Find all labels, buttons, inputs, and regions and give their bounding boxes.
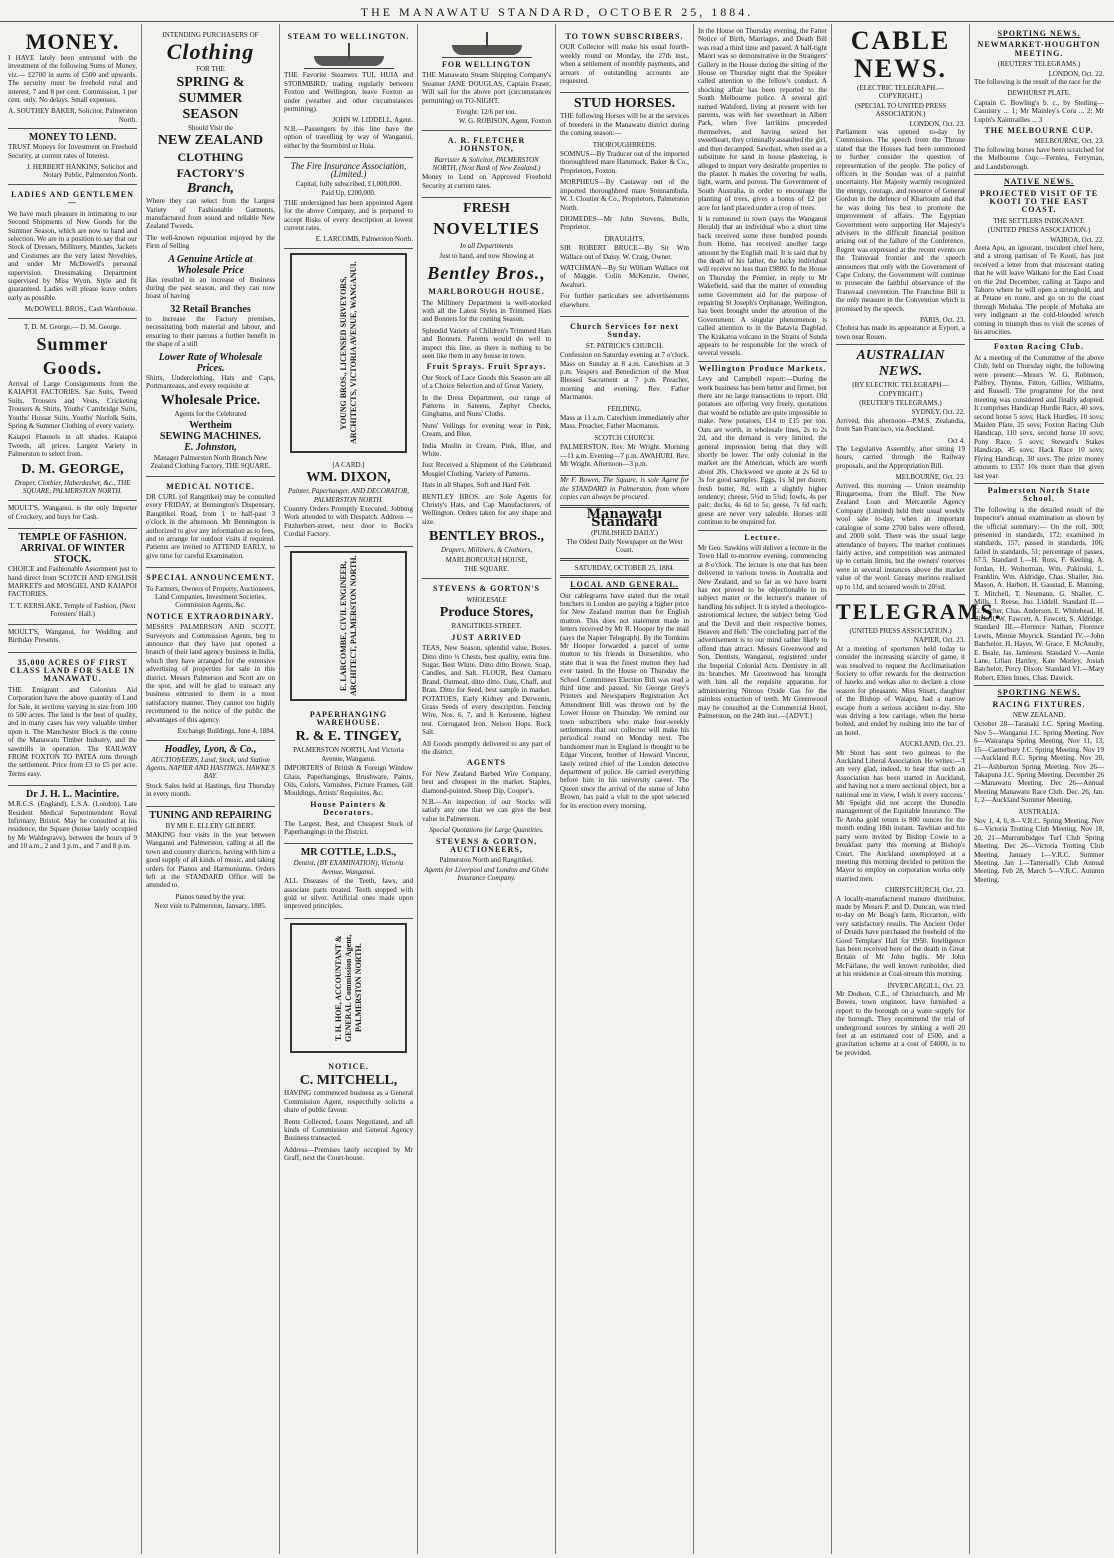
local-body: Our cablegrams have stated that the retail butchers in London are paying a higher price for New Zealand mutton than for English mutton. This does not statement made in letters received by Mr R. Hooper by the mail (says the Napier Telegraph). By the Tomkins Mr Hooper forwarded a parcel of some mutton to his friends in Dorsetshire, who state that it was the finest mutton they had ever tasted. In the House on Thursday the School Committees Election Bill was read a third time and passed. Sir George Grey's Printers and Newspapers Registration Act Amendment Bill was thrown out by the Lower House on Thursday. We remind our town subscribers who make four-weekly settlements that our collector will make his periodical round on Monday next. The handsomest man in England is thought to be Edgar Vincent, brother of Howard Vincent, lately retired chief of the London detective department of police. He carried everything before him in his university career. The Queen since the arrival of the statue of John Brown, has paid a visit to the spot selected for its erection every morning. xyxy=(560,591,689,810)
agent-note: Mr F. Bowen, The Square, is sole Agent for the STANDARD in Palmerston, from whom copies can always be procured. xyxy=(560,476,689,502)
cottle-sub: Dentist, (BY EXAMINATION), Victoria Avenue, Wanganui. xyxy=(293,859,404,876)
kooti-body: Areta Apu, an ignorant, truculent chief here, and a strong partisan of Te Kooti, has just received a letter from that miscreant stating that he will leave Waikato for the East Coast on the 2nd December, calling at Taupo and Tahoro where he will open a stronghold, and at Petane en route, and go on to the coast through Mohaka. The people of Mohaka are very indignant at the cold-blooded wretch coming in triumph thus to visit the scenes of his atrocities. xyxy=(974,243,1104,336)
money-ad xyxy=(8,27,137,129)
sewing-machines: SEWING MACHINES. xyxy=(159,430,262,442)
tingey-body: IMPORTERS of British & Foreign Window Glass, Paperhangings, Brushware, Paints, Oils, Colors, Varnishes, Picture Frames, Gilt Mouldings, Artists' Requisites, &c. xyxy=(284,764,413,798)
dress: In the Dress Department, our range of Patterns in Sateens, Zephyr Checks, Ginghams, and Nuns' Cloths. xyxy=(422,393,551,419)
sydney-dateline: SYDNEY, Oct. 22. xyxy=(911,408,965,417)
melbourne-body: Arrived, this morning — Union steamship Ringarooma, from the Bluff. The New Zealand Loan and Mercantile Agency Company (Limited) held their usual weekly wool sale to-day, when an important catalogue of some 2700 bales were offered, and 2000 sold. There was the usual large attendance of buyers. The market continues fairly active, and competition was animated up to certain limits, but the owners' reserves were in several instances above the market value of the wool. Greasy merinos realised up to 11d, and scoured wools to 20½d. xyxy=(836,481,965,591)
scotch-body: PALMERSTON. Rev. Mr Wright. Morning—11 a.m. Evening—7 p.m. AWAHURI. Rev. Mr Wright. Afternoon—3 p.m. xyxy=(560,443,689,469)
column-7 xyxy=(832,24,1003,1554)
fletcher-sub: Barrister & Solicitor, PALMERSTON NORTH, (Next Bank of New Zealand.) xyxy=(432,155,541,173)
lend-title: MONEY TO LEND. xyxy=(28,132,117,144)
money-body: I HAVE lately been entrusted with the investment of the following Sums of Money, viz.— £2700 in sums of £500 and upwards. The security must be freehold rural and interest, 7 and 8 per cent. Commission, 1 per cent. only. No delays. Small expenses. xyxy=(8,54,137,105)
sole-agents: BENTLEY BROS. are Sole Agents for Christy's Hats, and Cap Manufacturers, of Wellington. Orders taken for any shape and size. xyxy=(422,492,551,526)
macintire-ad xyxy=(8,786,137,857)
thoroughbreds: THOROUGHBREDS. xyxy=(592,140,657,149)
nb-note: N.B.—An inspection of our Stocks will satisfy any one that we can give the best value in Palmerston. xyxy=(422,798,551,823)
sporting-title: SPORTING NEWS. xyxy=(997,29,1081,38)
george-title: D. M. GEORGE, xyxy=(21,461,124,477)
veilings: Nuns' Veilings for evening wear in Pink, Cream, and Blue. xyxy=(422,421,551,439)
steam-body: THE Favorite Steamers TUI, HUIA and STORMBIRD, trading regularly between Foxton and Wellington, leave Foxton as under (weather and other circumstances permitting). xyxy=(284,71,413,114)
agents-list: For New Zealand Barbed Wire Company, best and cheapest in the market. Staples, diamond-pointed. Sheep Dip, Cooper's. xyxy=(422,769,551,795)
drapers: Drapers, Milliners, & Clothiers, xyxy=(440,546,532,555)
aus-title: AUSTRALIAN NEWS. xyxy=(856,348,945,380)
rents-address: Address—Premises lately occupied by Mr Graff, next the Court-house. xyxy=(284,1145,413,1163)
foxton-rule xyxy=(974,339,1104,340)
notice-body: MESSRS PALMERSON AND SCOTT, Surveyors and Commission Agents, beg to announce that they have just opened a branch of their land agency business in India, which they have arranged for the extensive advertising of properties for sale in this district. Messrs Palmerson and Scott are on the spot, and will be glad to transact any business entrusted to them in a most satisfactory manner. They cannot too highly recommend to the notice of the public the advantages of this agency. xyxy=(146,623,275,724)
manager: Manager Palmerston North Branch New Zealand Clothing Factory, THE SQUARE. xyxy=(150,453,271,471)
column-2 xyxy=(142,24,280,1554)
wellington-ad xyxy=(422,27,551,131)
special-sub: To Farmers, Owners of Property, Auctioneers, Land Companies, Investment Societies, Commission Agents, &c. xyxy=(146,584,275,610)
settlers: THE SETTLERS INDIGNANT. xyxy=(993,216,1085,225)
fletcher-ad xyxy=(422,131,551,198)
produce-stores: Produce Stores, xyxy=(439,605,534,621)
the-square: THE SQUARE. xyxy=(463,565,510,574)
dixon-body: Country Orders Promptly Executed. Jobbing Work attended to with Despatch. Address — Fitzherbert-street, next door to Bock's Cordial Factory. xyxy=(284,504,413,539)
christchurch-dateline: CHRISTCHURCH, Oct. 23. xyxy=(885,886,965,895)
steam-ad xyxy=(284,27,413,158)
painters: House Painters & Decorators. xyxy=(310,799,387,818)
stud-title: STUD HORSES. xyxy=(573,96,676,112)
fixtures-nz: October 28—Taranaki J.C. Spring Meeting. Nov 5—Wanganui J.C. Spring Meeting. Nov 6—Wairarapa Spring Meeting. Nov 11, 13, 15—Canterbury J.C. Spring Meeting. Nov 19—Auckland R.C. Spring Meeting. Nov 20, 21—Ashburton Spring Meeting. Nov 26—Takapuna J.C. Spring Meeting. December 26—Manawatu Meeting. Dec 26—Annual Meeting Manawatu Race Club. Dec. 26, Jan. 1, 2—Auckland Summer Meeting. xyxy=(974,720,1104,805)
marlborough: MARLBOROUGH HOUSE. xyxy=(428,287,545,297)
reputation: The well-known reputation enjoyed by the Firm of Selling xyxy=(146,233,275,251)
lecture-body: Mr Geo. Sawkins will deliver a lecture in the Town Hall to-morrow evening, commencing at 8 o'clock. The lecture is one that has been delivered in various towns in Australia and New Zealand, and so far as we have learnt has not proved to be objectionable in its subject matter or the lecturer's manner of handling his subject. It is styled a theologico-astronomical lecture, the subject being 'God and the Devil and their respective homes, Heaven and Hell.' The concluding part of the advertisement is to our mind rather likely to offend than attract. Messrs Greenwood and Son, Dentists, Wanganui, registered under the Imperial Colonial Acts. Dentistry in all its branches. Mr Greenwood has brought with him all the requisite apparatus for administering Nitrous Oxide Gas for the painless extraction of teeth. Mr Greenwood may be consulted at the Commercial Hotel, Palmerston, on the 24th inst.—[ADVT.] xyxy=(698,543,827,721)
market-body: Levy and Campbell report:—During the week business has been better and firmer, but there are no large transactions to report. Old potatoes are offering very freely, quotations that would be reliable are quite impossible to make. New potatoes, £14 to £15 per ton. Oats are worth, in wholesale lines, 2s to 2s 2d, and the demand is very limited, the general impression being that they will shortly be lower. The only colonial in the market are the American, which are worth about 20s. Chickweed we quote at 2s 6d to 3s for good samples. Eggs, 1s 3d per dozen; fresh butter, 8d, with a slightly higher tendency; cheese, 5½d to 5¾d; fowls, 4s per pair; ducks, 4s 6d to 5s; geese, 7s 6d each; geese are never very saleable. Horses still continue to be enquired for. xyxy=(698,375,827,527)
summer-body: Arrival of Large Consignments from the KAIAPOI FACTORIES. Sac Suits, Tweed Suits, Trousers and Vests, Cricketing Trousers & Shirts, Youths' Cambridge Suits, Youths' Hussar Suits, Youths' Norfolk Suits, Spring & Summer Clothing of every variety. xyxy=(8,379,137,430)
lecture-title: Lecture. xyxy=(744,532,781,542)
bentley-2: BENTLEY BROS., xyxy=(428,529,544,545)
quotations: Special Quotations for Large Quantities. xyxy=(429,826,544,835)
mosgiel: Just Received a Shipment of the Celebrated Mosgiel Clothing. Variety of Patterns. xyxy=(422,461,551,478)
aus-rule xyxy=(836,344,965,345)
auckland-dateline: AUCKLAND, Oct. 23. xyxy=(899,740,965,749)
for-the: FOR THE xyxy=(196,65,225,74)
steamer-engraving-icon xyxy=(304,43,394,69)
fire-title: The Fire Insurance Association, (Limited.) xyxy=(290,161,407,180)
cottle-title: MR COTTLE, L.D.S., xyxy=(300,847,397,859)
sydney-body: Arrived, this afternoon—P.M.S. Zealandia, from San Francisco, via Auckland. xyxy=(836,416,965,434)
showing: Just to hand, and now Showing at xyxy=(439,251,534,260)
fire-ad xyxy=(284,158,413,249)
clothing-title: Clothing xyxy=(166,39,255,65)
stevens-address: Palmerston North and Rangitikei. xyxy=(439,856,534,865)
column-4 xyxy=(418,24,556,1554)
tingey-title: R. & E. TINGEY, xyxy=(295,729,402,745)
macintire-title: Dr J. H. L. Macintire. xyxy=(26,789,119,801)
draughts: DRAUGHTS. xyxy=(604,234,645,243)
local-title: LOCAL AND GENERAL. xyxy=(570,580,679,590)
money-sig: A. SOUTHEY BAKER, Solicitor, Palmerston North. xyxy=(8,107,137,124)
bentley-ad xyxy=(422,198,551,579)
paris-dateline: PARIS, Oct. 23. xyxy=(919,315,965,324)
moult-ad xyxy=(8,501,137,529)
summer-ad xyxy=(8,319,137,502)
ship-body: THE Manawatu Steam Shipping Company's Steamer JANE DOUGLAS, Captain Fraser, Will sail for the above port (circumstances permitting) on TO-NIGHT. xyxy=(422,71,551,105)
liddell: JOHN W. LIDDELL, Agent. xyxy=(332,116,413,125)
watchman: WATCHMAN—By Sir William Wallace out of Maggie. Colin McKenzie, Owner, Awahuri. xyxy=(560,263,689,289)
agents-title: AGENTS xyxy=(467,758,506,768)
notice-2: NOTICE. xyxy=(328,1061,369,1071)
dewhurst: DEWHURST PLATE. xyxy=(1007,89,1071,98)
fixtures-title: RACING FIXTURES. xyxy=(992,699,1086,709)
cable-title: CABLE NEWS. xyxy=(850,26,951,83)
wholesale-price: Wholesale Price. xyxy=(160,393,261,409)
branch: Branch, xyxy=(186,181,235,197)
tel-rule xyxy=(836,594,965,595)
invercargill-body: Mr Dodson, C.E., of Christchurch, and Mr Bowes, town engineer, have furnished a report to the borough on a water supply for the borough. They recommend the trial of underground sources by sinking a well 20 feet at an estimated cost of £500, and a gravitation scheme at a cost of £4000, is to be provided. xyxy=(836,990,965,1057)
published-daily: (PUBLISHED DAILY.) xyxy=(591,528,658,537)
hats: Hats in all Shapes, Soft and Hard Felt. xyxy=(422,481,531,490)
rangitikei: RANGITIKEI-STREET. xyxy=(451,622,522,631)
telegrams-title: TELEGRAMS. xyxy=(836,598,1003,624)
season: SEASON xyxy=(182,106,239,122)
napier-body: At a meeting of sportsmen held today to consider the increasing scarcity of game, it was resolved to request the Acclimatisation Society to offer rewards for the destruction of hawks and wekas also to declare a close season for pheasants. Miss Stuart, daughter of the Bishop of Waiapu, had a narrow escape from a serious accident to-day. She was driving a low carriage, when the horse bolted, and ended by rushing into the bar of an hotel. xyxy=(836,644,965,737)
goods-note: All Goods promptly delivered to any part of the district. xyxy=(422,739,551,756)
invercargill-dateline: INVERCARGILL, Oct. 23. xyxy=(887,981,965,990)
newspaper-columns xyxy=(4,24,1110,1554)
moult-body: MOULT'S, Wanganui, is the only Importer of Crockery, and buys for Cash. xyxy=(8,504,137,521)
paper-title: PAPERHANGING WAREHOUSE. xyxy=(309,709,388,727)
auckland-body: Mr Stout has sent two guineas to the Auckland Liberal Association. He writes:—'I am very glad, indeed, to hear that such an Association has been started in Auckland, and having not a mere sectional object, but a national one in view, I wish it every success.' Mr Speight did not accept the Dunedin management of the Equitable Insurance. The Te Aroha gold return is 800 ounces for the month ending 18th instant. Tawhiao and his party were invited by Bishop Cowie to a breakfast party this morning at Bishop's Court. The Auckland unemployed at a meeting this morning decided to petition the Mayor to employ on corporation works only married men. xyxy=(836,748,965,883)
clothing-ad xyxy=(146,27,275,477)
young-bros-text: YOUNG BROS., LICENSED SURVEYORS, ARCHITECTS, VICTORIA AVENUE, WANGANUI. xyxy=(338,261,358,445)
steam-title: STEAM TO WELLINGTON. xyxy=(287,32,410,41)
sporting-rule xyxy=(974,685,1104,686)
johnston: E. Johnston, xyxy=(184,441,237,453)
mitchell-body: HAVING commenced business as a General Commission Agent, respectfully solicits a share of public favour. xyxy=(284,1089,413,1115)
market-title: Wellington Produce Markets. xyxy=(698,363,827,373)
column-1 xyxy=(4,24,142,1554)
gilbert: BY MR E. ELLERY GILBERT. xyxy=(165,821,256,830)
fixtures-nz-title: NEW ZEALAND. xyxy=(1012,711,1066,720)
fruit-sprays: Fruit Sprays. Fruit Sprays. xyxy=(426,362,547,372)
lecture-rule xyxy=(698,530,827,531)
stevens-2: STEVENS & GORTON, AUCTIONEERS, xyxy=(435,836,538,855)
fresh: FRESH xyxy=(463,201,510,217)
fire-body: THE undersigned has been appointed Agent for the above Company, and is prepared to accept Risks of every description at lowest current rates. xyxy=(284,198,413,232)
cable-sub-1: (ELECTRIC TELEGRAPH.—COPYRIGHT.) xyxy=(857,84,944,101)
young-bros-card xyxy=(290,253,407,453)
temple-ad xyxy=(8,529,137,624)
christchurch-body: A locally-manufactured manure distributor, made by Messrs P. and D. Duncan, was tried to-day on Mr Boag's farm, Riccarton, with very satisfactory results. The Ancient Order of Druids have purchased the freehold of the Good Templars' Hall for £950. Intelligence has been received here of the death in Great Britain of Mr John Inglis. Mr John McFarlane, the well known runholder, died at his residence at Coal-stream this morning. xyxy=(836,894,965,979)
native-rule xyxy=(974,174,1104,175)
column-5 xyxy=(556,24,694,1554)
cable-sub-2: (SPECIAL TO UNITED PRESS ASSOCIATION.) xyxy=(854,101,947,119)
dixon-ad xyxy=(284,457,413,547)
kooti-title: PROJECTED VISIT OF TE KOOTI TO THE EAST COAST. xyxy=(979,188,1099,215)
dewhurst-result: Captain C. Bowling's b. c., by Sterling—Casuistry ... 1; Mr Mainley's Cora ... 2; Mr Lupin's Xaintrailles ... 3 xyxy=(974,98,1104,124)
further: For further particulars see advertisements elsewhere. xyxy=(560,292,689,309)
patrick-body: Confession on Saturday evening at 7 o'clock. Mass on Sunday at 8 a.m. Catechism at 3 p.m. Vespers and Benediction of the Most Blessed Sacrament at 7 p.m. Preacher, morning and evening, Rev. Father Macmanus. xyxy=(560,351,689,402)
choice-body: CHOICE and Fashionable Assortment just to hand direct from SCOTCH AND ENGLISH MARKETS and MOSGIEL AND KAIAPOI FACTORIES. xyxy=(8,565,137,599)
ladies-sig: McDOWELL BROS., Cash Warehouse. xyxy=(24,305,137,314)
temple-title: TEMPLE OF FASHION. xyxy=(18,532,127,544)
mitchell-ad xyxy=(284,1057,413,1170)
date-rule xyxy=(560,558,689,561)
marlborough-2: MARLBOROUGH HOUSE, xyxy=(445,555,528,564)
kerslake: T. T. KERSLAKE, Temple of Fashion, (Next Foresters' Hall.) xyxy=(9,601,136,619)
ladies-ad xyxy=(8,185,137,319)
clothing-factory: CLOTHING FACTORY'S xyxy=(176,150,245,181)
hoe-text: T. H. HOE, ACCOUNTANT & GENERAL Commission Agent, PALMERSTON NORTH. xyxy=(333,934,363,1042)
scotch-title: SCOTCH CHURCH. xyxy=(594,433,655,442)
robison: W. G. ROBISON, Agent, Foxton xyxy=(458,117,551,126)
fire-capital: Capital, fully subscribed, £1,000,000. xyxy=(295,179,402,188)
feilding-title: FEILDING. xyxy=(607,404,642,413)
church-title: Church Services for next Sunday. xyxy=(570,321,679,340)
stevens-ad xyxy=(422,579,551,887)
notice-title: NOTICE EXTRAORDINARY. xyxy=(146,611,275,621)
issue-date: SATURDAY, OCTOBER 25, 1884. xyxy=(574,563,675,572)
freight: Freight: 12/6 per ton. xyxy=(456,108,517,117)
lend-body: TRUST Moneys for Investment on Freehold Security, at current rates of Interest. xyxy=(8,143,137,160)
shirts: Shirts, Underclothing, Hats and Caps, Portmanteaus, and every requisite at xyxy=(146,373,275,390)
george-sub: Draper, Clothier, Haberdasher, &c., THE SQUARE, PALMERSTON NORTH. xyxy=(14,478,131,496)
lace: Our Stock of Lace Goods this Season are all of a Choice Selection and of Great Variety. xyxy=(422,373,551,391)
hoadley-ad xyxy=(146,741,275,807)
ladies-body: We have much pleasure in intimating to our Second Shipments of New Goods for the Summer Season, which are now to hand and selection. We are in a position to say that our Stock of Dresses, Millinery, Mantles, Jackets and Costumes are the very latest Novelties, and under Mr McDowell's personal supervision. Dressmaking Department supervised by Miss Wynn. Style and fit guaranteed. Ladies will please leave orders early as possible. xyxy=(8,209,137,302)
fixtures-au-title: AUSTRALIA. xyxy=(1018,807,1060,816)
aus-sub-1: (BY ELECTRIC TELEGRAPH—COPYRIGHT.) xyxy=(852,381,949,398)
tuning-title: TUNING AND REPAIRING xyxy=(149,809,272,821)
medical-ad xyxy=(146,477,275,569)
millinery: The Millinery Department is well-stocked with all the Latest Styles in Trimmed Hats and Bonnets for the coming Season. xyxy=(422,298,551,324)
acres-body: THE Emigrant and Colonists Aid Corporation have the above quantity of Land for Sale, in sections varying in size from 100 to 500 acres. The land is the best of quality, and in many cases has very valuable timber upon it. The Manchester Block is the centre of the Manawatu Timber Industry, and the sawmills in operation. The RAILWAY FROM FOXTON TO PATEA runs through the settlement. Price from £3 to £5 per acre. Terms easy. xyxy=(8,685,137,778)
market-rule xyxy=(698,361,827,362)
hoadley-body: Stock Sales held at Hastings, first Thursday in every month. xyxy=(146,781,275,799)
subs-title: TO TOWN SUBSCRIBERS. xyxy=(565,32,684,41)
moult-body-2: MOULT'S, Wanganui, for Wedding and Birthday Presents. xyxy=(8,627,137,645)
napier-dateline: NAPIER, Oct. 23. xyxy=(913,636,965,645)
mitchell-title: C. MITCHELL, xyxy=(299,1073,398,1089)
tuning-ad xyxy=(146,807,275,916)
church-services xyxy=(560,317,689,477)
increase: Has resulted in an increase of Business during the past season, and they can now boast of having xyxy=(146,275,275,301)
dixon-title: WM. DIXON, xyxy=(306,470,391,486)
money-title: MONEY. xyxy=(25,29,120,54)
moult-ad-2 xyxy=(8,625,137,653)
summer-body-2: Kaiapoi Flannels in all shades. Kaiapoi Tweeds, all prices. Largest Variety in Palmerston to select from. xyxy=(8,433,137,459)
novelties: NOVELTIES xyxy=(433,219,540,239)
larcomb: E. LARCOMB, Palmerston North. xyxy=(315,235,413,244)
column-6 xyxy=(694,24,832,1554)
london-dateline-2: LONDON, Oct. 22. xyxy=(1048,69,1104,78)
bentley-title: Bentley Bros., xyxy=(427,263,546,284)
genuine: A Genuine Article at Wholesale Price xyxy=(168,253,253,276)
hoe-card xyxy=(290,923,407,1053)
lend-sig: J. HERBERT HANKINS, Solicitor and Notary Public, Palmerston North. xyxy=(26,163,137,180)
larcombe-card xyxy=(290,551,407,701)
where-body: Where they can select from the Largest Variety of Fashionable Garments, manufactured from sound and reliable New Zealand Tweeds. xyxy=(146,197,275,231)
fire-paid: Paid Up, £200,000. xyxy=(321,189,376,198)
column-8 xyxy=(970,24,1108,1554)
foxton-body: At a meeting of the Committee of the above Club, held on Thursday night, the following were present:—Messrs W. G. Robinson, Palfrey, Thynne, Fitton, Gillies, Williams, and Russell. The programme for the next meeting was considered and finally adopted. It comprises Handicap Hurdle Race, 40 sovs, second horse 5 sovs; Hack Hurdles, 10 sovs; Maiden Plate, 25 sovs; Foxton Racing Club Handicap, 110 sovs, second horse 10 sovs; Pony Race, 5 sovs; Steward's Stakes Handicap, 45 sovs; Hack Race 10 sovs; Flying Handicap, 30 sovs. The prize money amounts to £357 10s more than that given last year. xyxy=(974,353,1104,480)
school-body: The following is the detailed result of the Inspector's annual examination as shown by the official summary:— On the roll, 300; presented in standards, 172; examined in standards, 157; passed in standards, 106; failed in standards, 51; percentage of passes, 67.5. Standard I.—H. Ross, F. Keeling, A. Jordan, H. Wolterman, Wm. Pakinski, L. Franklin, Wm. Aldridge, Chas. Shailer, Jno. Mason, A. Harbott, H. Gaustad, E. Manning, T. Mitchell, T. Neumann, G. Shailer, C. Mills, J. Reese, Jno. Liddell. Standard II.—G. Archer, Chas. Anderson, E. Whitehead, H. Bickell, W. Fawcett, A. Fawcett, S. Aldridge. Standard III.—Florence Nathan, Florence Lewis, Minnie Meyrick. Standard IV.—John Batchelor, H. Hayes, W. Grace, F. McAnulty, E. Beale, Jas. Jamieson. Standard V.—Annie Lane, Lilian Hartley, Kate Morley, Josiah Batchelor, Percy Dixon. Standard VI.—Mary Robert, Ellen Innes, Chas. Dawick. xyxy=(974,505,1104,682)
foxton-title: Foxton Racing Club. xyxy=(994,342,1084,352)
exchange: Exchange Buildings, June 4, 1884. xyxy=(177,727,275,736)
oct4-dateline: Oct 4. xyxy=(947,436,965,445)
special-ad xyxy=(146,568,275,740)
paris-body: Cholera has made its appearance at Eyport, a town near Rouen. xyxy=(836,324,965,341)
date-rule-2 xyxy=(560,575,689,578)
wholesale: WHOLESALE xyxy=(466,595,507,604)
card-label: [A CARD.] xyxy=(332,460,365,469)
nh-sub: (REUTERS' TELEGRAMS.) xyxy=(997,60,1081,69)
feilding-body: Mass at 11 a.m. Catechism immediately after Mass. Preacher, Father Macmanus. xyxy=(560,414,689,431)
house-body: In the House on Thursday evening, the Fatter Notice of Birth, Marriages, and Death Bill was read a third time and passed. A half-tight Maori was so demonstrative in the Strangers' Gallery in the House during the sitting of the House on Thursday night that the Speaker called attention to the fellow's conduct. A shocking affair has been reported to the South Melbourne police. A several girl named Walsford, living at present with her parents, was with her sweetheart in Albert Park, when five larrikins proceeded themselves, and having seized her sweetheart, they criminally assaulted the girl, and then decamped. Sawdust, when used as a substitute for sand in house plastering, is alleged to impart very desirable properties to the plaster. It makes the covering for walls, light, warm, and porous. The Government of South Australia, in order to encourage the planting of trees, gives a bonus of £2 per acre for land placed under a crop of trees. xyxy=(698,27,827,212)
nh-intro: The following is the result of the race for the xyxy=(974,78,1102,87)
cottle-body: ALL Diseases of the Teeth, Jaws, and associate parts treated. Teeth stopped with gold or silver. Artificial ones made upon improved principles. xyxy=(284,877,413,911)
ship-engraving-icon xyxy=(442,32,532,58)
larcombe-text: E. LARCOMBE, CIVIL ENGINEER, ARCHITECT, PALMERSTON NORTH. xyxy=(338,555,358,696)
sporting-title-2: SPORTING NEWS. xyxy=(997,688,1081,698)
mel-dateline: MELBOURNE, Oct. 23. xyxy=(1034,137,1104,146)
bruce: SIR ROBERT BRUCE—By Sir Wm Wallace out of Daisy. W. Craig, Owner. xyxy=(560,244,689,261)
hoadley-title: Hoadley, Lyon, & Co., xyxy=(164,743,257,755)
pianos: Pianos tuned by the year. xyxy=(175,892,246,901)
tingey-sub: PALMERSTON NORTH, And Victoria Avenue, Wanganui. xyxy=(293,746,404,763)
stud-body: THE following Horses will be at the services of breeders in the Manawatu district during the coming season:— xyxy=(560,112,689,138)
painters-body: The Largest, Best, and Cheapest Stock of Paperhangings in the District. xyxy=(284,819,413,837)
next-visit: Next visit to Palmerston, January, 1885. xyxy=(154,902,267,911)
hoadley-sub: AUCTIONEERS, Land, Stock, and Station Agents, NAPIER AND HASTINGS, HAWKE'S BAY. xyxy=(146,755,275,781)
lower-rate: Lower Rate of Wholesale Prices. xyxy=(158,351,263,374)
macintire-body: M.R.C.S. (England), L.S.A. (London). Late Resident Medical Superintendent Royal Infirmary, Bristol. May be consulted at his residence, the Square (house lately occupied by Mr Waldegrave), between the hours of 9 and 10 a.m., 2 and 3 p.m., and 7 and 8 p.m. xyxy=(8,800,137,851)
school-title: Palmerston North State School. xyxy=(987,485,1091,504)
rumoured-body: It is rumoured in town (says the Wanganui Herald) that an individual who a short time back received some three hundred pounds from Home, has received another large amount by the English mail. It is said that by the death of his father, the lucky individual will receive no less than £9800. In the House on Thursday the Premier, in reply to Mr Wakefield, said that the matter of extending some Government aid for the purpose of repairing St Joseph's Orphanage, Wellington, has been brought under the attention of the Government. A singular phenomenon is called attention to in the Batavia Dagblad. The Krakatoa volcano in the Straits of Sunda appears to be responsible for the wreck of several vessels. xyxy=(698,214,827,358)
london-dateline: LONDON, Oct. 23. xyxy=(909,119,965,128)
agents-for: Agents for the Celebrated xyxy=(174,410,247,419)
fixtures-au: Nov 1, 4, 6, 8—V.R.C. Spring Meeting. Nov 6—Victoria Trotting Club Meeting. Nov 18, 20, 21—Murrumbidgee Turf Club Spring Meeting. Dec 26—Victoria Trotting Club Meeting. January 1—V.R.C. Summer Meeting. Jan 1—Tattersall's Club Annual Meeting. Feb 28, March 5—V.R.C. Autumn Meeting. xyxy=(974,816,1104,884)
agents-insurance: Agents for Liverpool and London and Globe Insurance Company. xyxy=(424,865,549,883)
school-rule xyxy=(974,483,1104,484)
column-3 xyxy=(280,24,418,1554)
muslin: India Muslin in Cream, Pink, Blue, and White. xyxy=(422,441,551,458)
newspaper-flag: Manawatu Standard xyxy=(586,506,663,531)
upa: (UNITED PRESS ASSOCIATION.) xyxy=(987,226,1091,235)
aus-sub-2: (REUTER'S TELEGRAMS.) xyxy=(859,399,942,407)
subscribers-notice xyxy=(560,27,689,93)
wairoa-dateline: WAIROA, Oct. 22. xyxy=(1050,235,1104,244)
all-depts: In all Departments xyxy=(460,242,513,251)
rents: Rents Collected, Loans Negotiated, and all kinds of Commission and General Agency Business transacted. xyxy=(284,1117,413,1143)
patrick-title: ST. PATRICK'S CHURCH. xyxy=(585,341,664,350)
spring-summer: SPRING & SUMMER xyxy=(176,74,245,106)
ladies-title: LADIES AND GENTLEMEN— xyxy=(11,189,134,208)
summer-pre: T. D. M. George,— D. M. George. xyxy=(23,322,121,331)
splendid: Splendid Variety of Children's Trimmed Hats and Bonnets. Parents would do well to inspect this line, as there is nothing to be seen like them in any house in town. xyxy=(422,326,551,360)
stevens-title: STEVENS & GORTON'S xyxy=(433,584,540,594)
stud-ad xyxy=(560,93,689,317)
morpheus: MORPHEUS—By Castaway out of the imported thoroughbred mare Somnambula. W. J. Cloutier & Co., Proprietors, Palmerston North. xyxy=(560,178,689,212)
oct4-body: The Legislative Assembly, after sitting 19 hours, carried through the Railway proposals, and the Appropriation Bill. xyxy=(836,445,965,470)
oldest-paper: The Oldest Daily Newspaper on the West Coast. xyxy=(566,537,683,555)
tingey-ad xyxy=(284,705,413,845)
fletcher-body: Money to Lend on Approved Freehold Security at current rates. xyxy=(422,173,551,190)
just-arrived: JUST ARRIVED xyxy=(451,632,522,642)
cottle-ad xyxy=(284,844,413,918)
mel-cup: THE MELBOURNE CUP. xyxy=(984,126,1094,136)
for-wellington: FOR WELLINGTON xyxy=(441,60,532,69)
winter-title: ARRIVAL OF WINTER STOCK. xyxy=(20,543,125,566)
lend-ad xyxy=(8,129,137,185)
fletcher-title: A. R. FLETCHER JOHNSTON, xyxy=(447,135,526,154)
diomedes: DIOMEDES—Mr John Stevens, Bulls, Proprietor. xyxy=(560,214,689,232)
new-zealand: NEW ZEALAND xyxy=(157,133,264,149)
summer-title: Summer Goods. xyxy=(36,333,109,378)
cable-body: Parliament was opened to-day by Commission. The speech from the Throne stated that the Houses had been summoned to further consider the question of representation of the people. The policy of officers in the Soudan was of a painful uncertainty. Her Majesty warmly recognized the energy, courage, and resource of General Gordon in the defence of Khartoum and that he was doing his best to promote the improvement of affairs. The Egyptian Government were supporting Her Majesty's advisers in the difficult financial position arising out of the failure of the Conference. Regret was expressed at the recent events on the Transvaal frontier and the speech announces that only with the Government of Cape Colony, the Government will continue to prosecute the faithful observance of the Transvaal convention. The Franchise Bill is the only measure in the Convention which is promised by the speech. xyxy=(836,128,965,313)
stock-list: TEAS, New Season, splendid value, Boxes. Ditto ditto ½ Chests, best quality, extra fine. Sugar, Best White. Ditto ditto Brown. Soap, Candles, and Salt. FLOUR, Best Oamaru Brand. Oatmeal, ditto ditto. Oats, Chaff, and Bran. Ditto for Seed, best sample in market. POTATOES, Early Kidney and Derwents, Grass Seeds of every description. Fencing Wire, Nos. 6, 7, and 8. Kerosene, highest test. Corrugated Iron. Nelson Hops. Rock Salt. xyxy=(422,644,551,737)
steam-nb: N.B.—Passengers by this line have the option of travelling by way of Wanganui, either by the Stormbird or Huia. xyxy=(284,124,413,150)
native-title: NATIVE NEWS. xyxy=(1003,177,1075,187)
wertheim: Wertheim xyxy=(189,419,232,431)
mel-body: The following horses have been scratched for the Melbourne Cup:—Fernlea, Ferryman, and Landsborough. xyxy=(974,145,1104,171)
special-title: SPECIAL ANNOUNCEMENT. xyxy=(146,573,275,583)
subs-body: OUR Collector will make his usual fourth-weekly round on Monday, the 27th inst., when a settlement of monthly payments, and arrears of outstanding accounts are requested. xyxy=(560,43,689,86)
nh-title: NEWMARKET-HOUGHTON MEETING. xyxy=(977,40,1101,58)
masthead: THE MANAWATU STANDARD, OCTOBER 25, 1884. xyxy=(0,0,1114,22)
medical-title: MEDICAL NOTICE. xyxy=(166,481,255,491)
acres-ad xyxy=(8,653,137,787)
dixon-sub: Painter, Paperhanger, AND DECORATOR, PALMERSTON NORTH. xyxy=(287,487,410,504)
retail-branches: 32 Retail Branches xyxy=(170,303,251,315)
retail-body: to increase the Factory premises, necessitating both material and labour, and ensuring to their patrons a further benefit in the shape of a still xyxy=(146,314,275,349)
medical-body: DR CURL (of Rangitikei) may be consulted every FRIDAY, at Bennington's Dispensary, Rangitikei Road, from 1 to half-past 3 o'clock in the afternoon. Mr Bennington is authorized to give any information as to fees, and to arrange for outdoor visits if required. Patients are invited to ATTEND EARLY, to give time for careful Examination. xyxy=(146,492,275,560)
somnus: SOMNUS—By Traducer out of the imported thoroughbred mare Hammock. Baker & Co., Proprietors, Foxton. xyxy=(560,150,689,175)
gilbert-body: MAKING four visits in the year between Wanganui and Palmerston, calling at all the town and country districts, having with him a good supply of all kinds of music, and taking orders for Pianos and Harmoniums. Orders left at the STANDARD Office will be attended to. xyxy=(146,830,275,890)
should-visit: Should Visit the xyxy=(188,123,233,132)
acres-title: 35,000 ACRES OF FIRST CLASS LAND FOR SALE IN MANAWATU. xyxy=(9,657,136,684)
intending: INTENDING PURCHASERS OF xyxy=(162,31,259,39)
tel-sub: (UNITED PRESS ASSOCIATION.) xyxy=(849,626,952,635)
melbourne-dateline: MELBOURNE, Oct. 23. xyxy=(895,473,965,482)
